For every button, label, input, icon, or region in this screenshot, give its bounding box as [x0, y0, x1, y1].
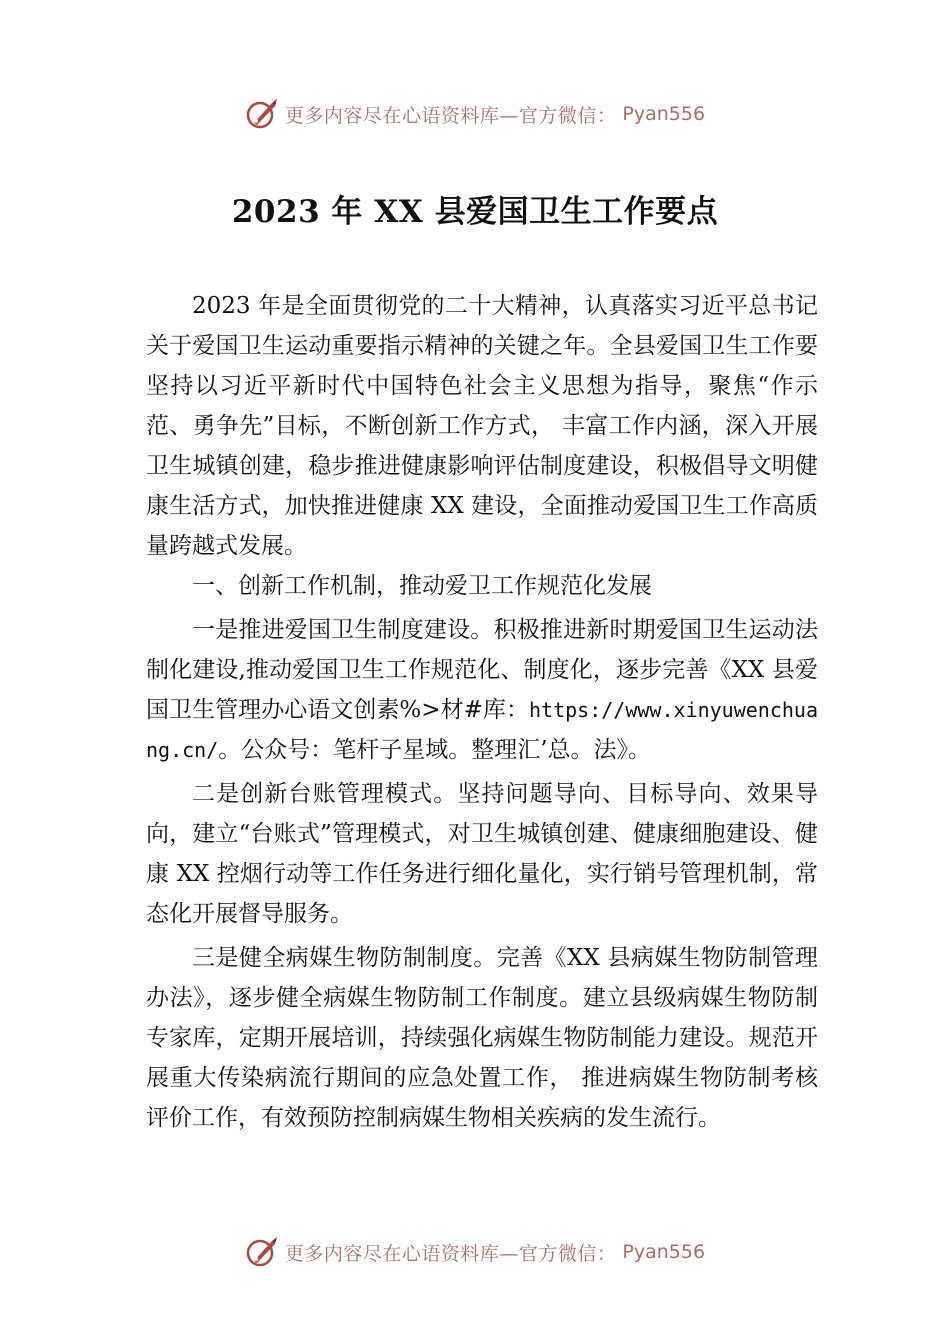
header-watermark: [0, 94, 950, 134]
item-1-url: https://www.xinyuwenchuang.cn/: [146, 698, 818, 762]
quill-pen-logo-icon: [245, 1235, 279, 1269]
document-title: 2023 年 XX 县爱国卫生工作要点: [231, 194, 719, 230]
watermark-account: Pyan556: [622, 103, 706, 125]
item-paragraph-3: 三是健全病媒生物防制制度。完善《XX 县病媒生物防制管理办法》，逐步健全病媒生物防制工作制度。建立县级病媒生物防制专家库，定期开展培训，持续强化病媒生物防制能力建设。规范开展重大传染病流行期间的应急处置工作， 推进病媒生物防制考核评价工作，有效预防控制病媒生物相关疾病的发生流行。: [146, 945, 818, 1131]
document-body: [146, 286, 818, 1138]
section-heading: 一、创新工作机制，推动爱卫工作规范化发展: [192, 573, 652, 599]
item-paragraph-1: [146, 610, 818, 770]
item-1-text: 一是推进爱国卫生制度建设。积极推进新时期爱国卫生运动法制化建设,推动爱国卫生工作规范化、制度化，逐步完善《XX 县爱国卫生管理办心语文创素%>材#库：: [146, 617, 818, 723]
quill-pen-logo-icon: [245, 97, 279, 131]
intro-paragraph: 2023 年是全面贯彻党的二十大精神，认真落实习近平总书记关于爱国卫生运动重要指示精神的关键之年。全县爱国卫生工作要坚持以习近平新时代中国特色社会主义思想为指导，聚焦“作示范、勇争先”目标，不断创新工作方式， 丰富工作内涵，深入开展卫生城镇创建，稳步推进健康影响评估制度建设，积极倡导文明健康生活方式，加快推进健康 XX 建设，全面推动爱国卫生工作高质量跨越式发展。: [146, 293, 818, 559]
item-1-text-end: 。公众号：笔杆子星域。整理汇’总。法》。: [218, 737, 652, 763]
footer-watermark: [0, 1232, 950, 1272]
watermark-text: 更多内容尽在心语资料库—官方微信：: [284, 1242, 617, 1265]
item-paragraph-2: 二是创新台账管理模式。坚持问题导向、目标导向、效果导向，建立“台账式”管理模式，对卫生城镇创建、健康细胞建设、健康 XX 控烟行动等工作任务进行细化量化，实行销号管理机制，常态化开展督导服务。: [146, 781, 818, 927]
watermark-account: Pyan556: [622, 1241, 706, 1263]
watermark-text: 更多内容尽在心语资料库—官方微信：: [284, 104, 617, 127]
